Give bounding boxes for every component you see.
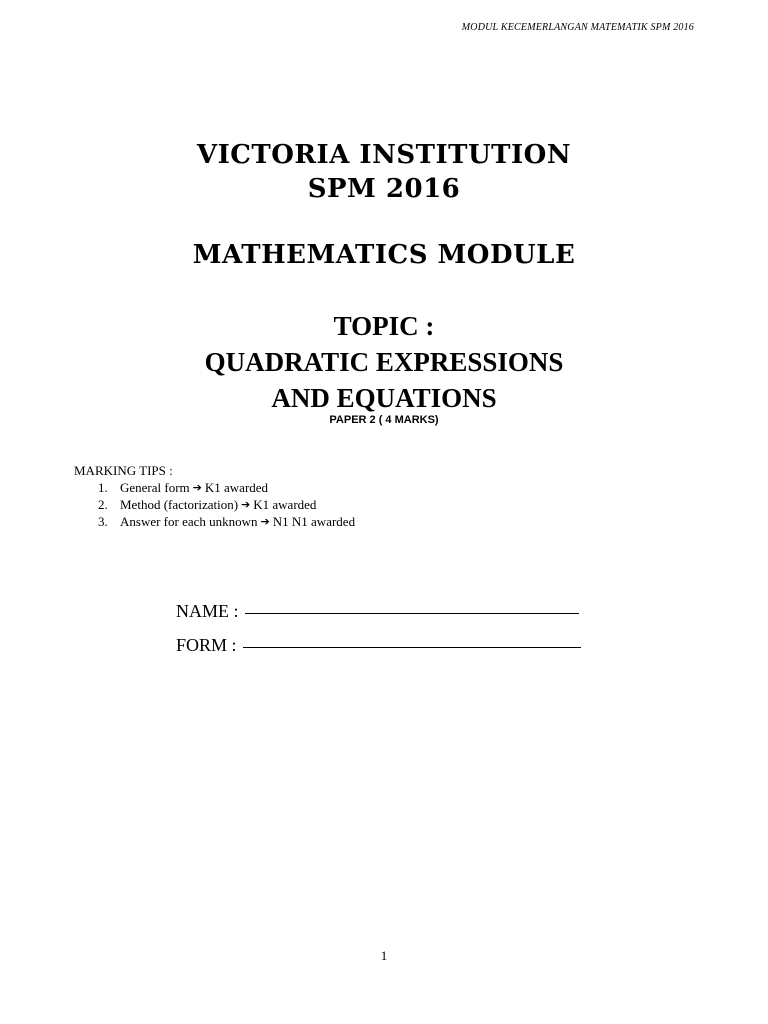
right-arrow-icon: ➔ — [192, 481, 202, 494]
topic-label: TOPIC : — [333, 311, 435, 341]
topic-line-2: AND EQUATIONS — [271, 383, 497, 413]
title-block — [0, 138, 768, 206]
list-item-result: N1 N1 awarded — [272, 514, 356, 529]
form-blank-line[interactable] — [243, 646, 581, 648]
list-item-text: Method (factorization) — [120, 497, 239, 512]
list-item-text: Answer for each unknown — [120, 514, 258, 529]
form-label: FORM : — [176, 635, 237, 655]
list-item-result: K1 awarded — [253, 497, 317, 512]
list-item — [74, 513, 355, 530]
name-blank-line[interactable] — [245, 612, 579, 614]
topic-block — [0, 308, 768, 416]
marking-tips-heading: MARKING TIPS : — [74, 463, 173, 478]
page-number: 1 — [380, 948, 388, 963]
student-fields — [176, 594, 581, 662]
institution-title: VICTORIA INSTITUTION — [196, 140, 572, 170]
module-title: MATHEMATICS MODULE — [192, 240, 576, 270]
list-item-number: 1. — [98, 480, 108, 495]
marking-tips — [74, 462, 355, 530]
list-item-number: 2. — [98, 497, 108, 512]
name-field[interactable] — [176, 594, 581, 628]
list-item — [74, 496, 355, 513]
name-label: NAME : — [176, 601, 239, 621]
list-item-number: 3. — [98, 514, 108, 529]
right-arrow-icon: ➔ — [260, 515, 270, 528]
right-arrow-icon: ➔ — [241, 498, 251, 511]
exam-title: SPM 2016 — [307, 174, 461, 204]
paper-marks: PAPER 2 ( 4 MARKS) — [329, 414, 439, 426]
form-field[interactable] — [176, 628, 581, 662]
list-item-result: K1 awarded — [204, 480, 269, 495]
list-item-text: General form — [120, 480, 190, 495]
running-header: MODUL KECEMERLANGAN MATEMATIK SPM 2016 — [461, 22, 694, 33]
topic-line-1: QUADRATIC EXPRESSIONS — [204, 347, 564, 377]
list-item — [74, 479, 355, 496]
marking-tips-list — [74, 479, 355, 530]
